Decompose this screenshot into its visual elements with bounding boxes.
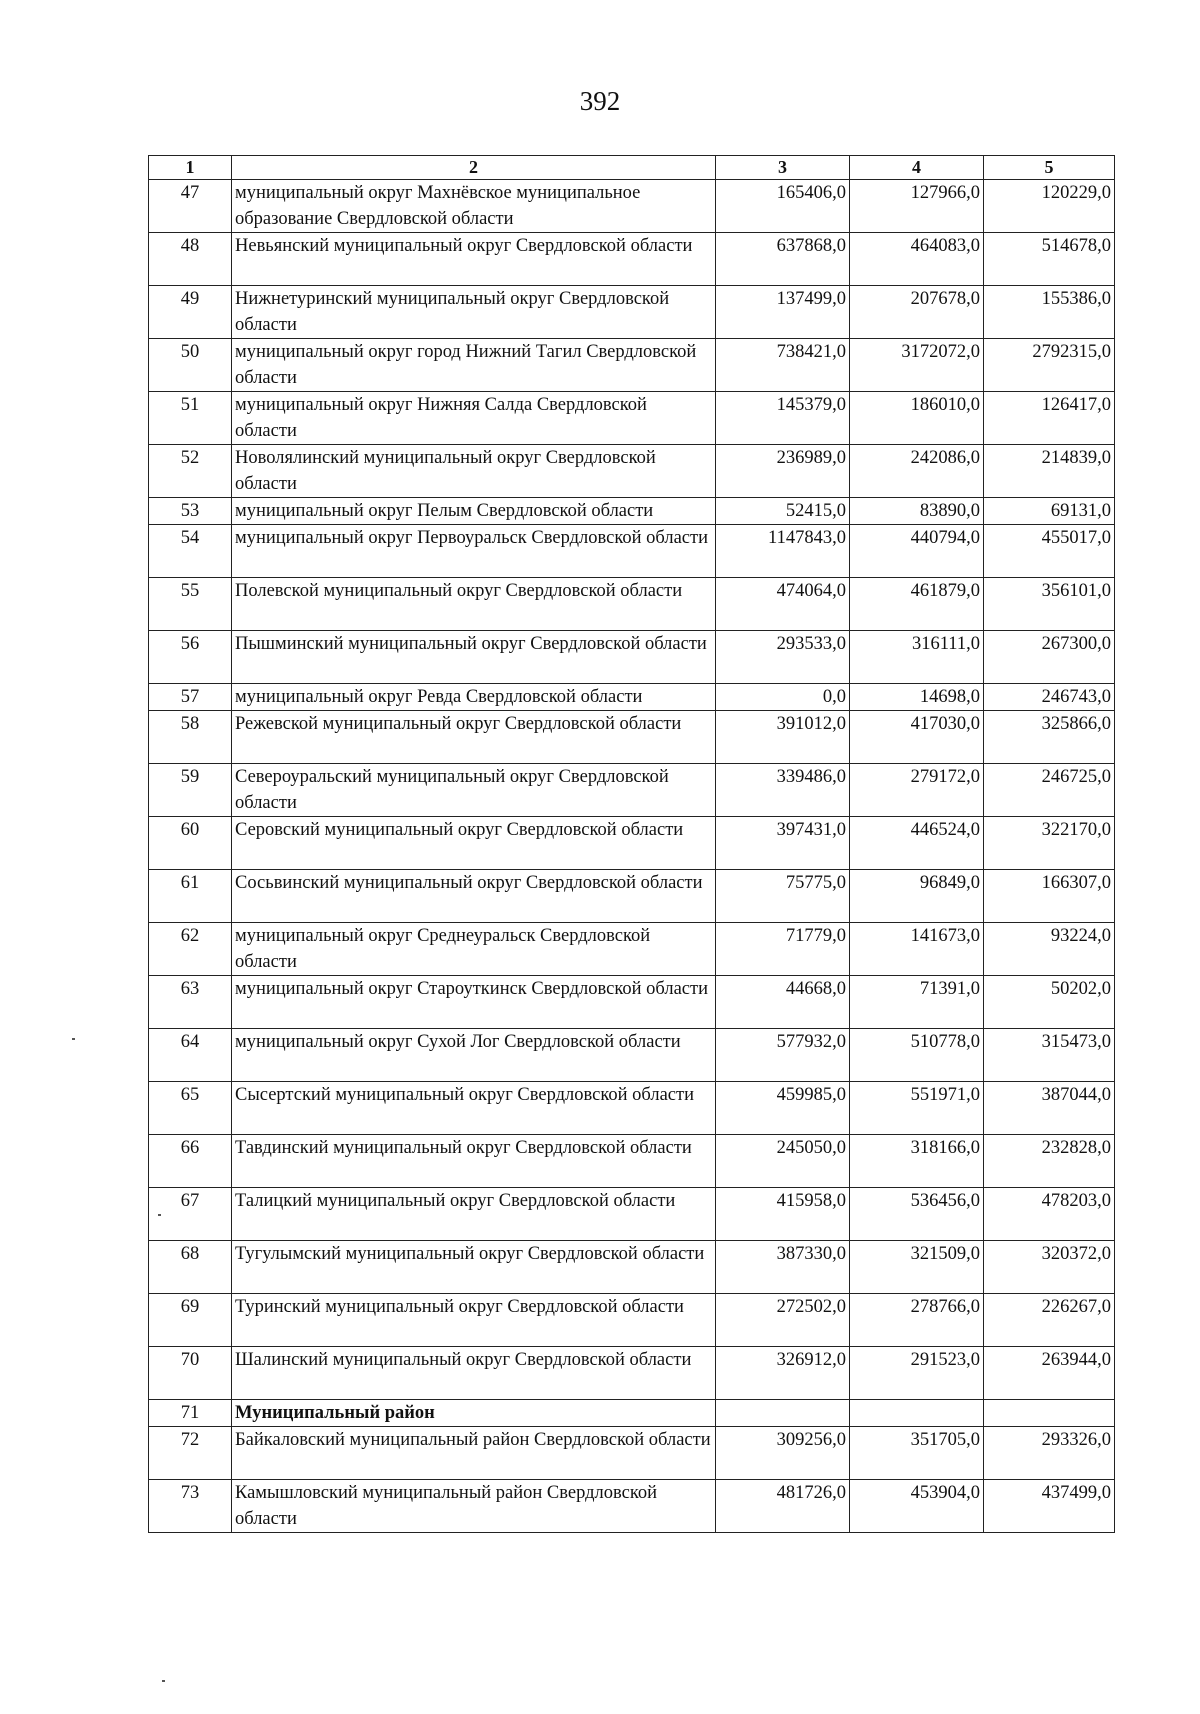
- scan-speck: [162, 1680, 165, 1682]
- row-value-col3: 738421,0: [716, 339, 850, 392]
- table-row: [149, 180, 1115, 233]
- row-name: Невьянский муниципальный округ Свердловской области: [232, 233, 716, 286]
- row-value-col5: 263944,0: [984, 1347, 1115, 1400]
- table-row: [149, 525, 1115, 578]
- row-number: 69: [149, 1294, 232, 1347]
- table-row: [149, 578, 1115, 631]
- row-value-col5: [984, 1400, 1115, 1427]
- row-value-col3: 1147843,0: [716, 525, 850, 578]
- row-value-col4: [850, 1400, 984, 1427]
- row-value-col5: 155386,0: [984, 286, 1115, 339]
- table-row: [149, 1029, 1115, 1082]
- row-value-col3: [716, 1400, 850, 1427]
- row-value-col5: 387044,0: [984, 1082, 1115, 1135]
- row-number: 57: [149, 684, 232, 711]
- row-value-col4: 278766,0: [850, 1294, 984, 1347]
- row-value-col3: 474064,0: [716, 578, 850, 631]
- table-row: [149, 1427, 1115, 1480]
- table-row: [149, 923, 1115, 976]
- row-number: 60: [149, 817, 232, 870]
- row-value-col5: 69131,0: [984, 498, 1115, 525]
- row-value-col5: 322170,0: [984, 817, 1115, 870]
- row-value-col4: 453904,0: [850, 1480, 984, 1533]
- row-value-col5: 325866,0: [984, 711, 1115, 764]
- table-row: [149, 1480, 1115, 1533]
- row-value-col3: 236989,0: [716, 445, 850, 498]
- row-value-col4: 127966,0: [850, 180, 984, 233]
- header-col-3: 3: [716, 156, 850, 180]
- table-row: [149, 817, 1115, 870]
- scan-speck: [72, 1038, 75, 1040]
- row-value-col5: 293326,0: [984, 1427, 1115, 1480]
- table-row: [149, 1294, 1115, 1347]
- row-number: 62: [149, 923, 232, 976]
- row-value-col4: 71391,0: [850, 976, 984, 1029]
- table-row: [149, 976, 1115, 1029]
- row-value-col5: 514678,0: [984, 233, 1115, 286]
- row-value-col5: 232828,0: [984, 1135, 1115, 1188]
- row-value-col3: 415958,0: [716, 1188, 850, 1241]
- row-name: Новолялинский муниципальный округ Свердловской области: [232, 445, 716, 498]
- table-header: [149, 156, 1115, 180]
- row-name: Сысертский муниципальный округ Свердловской области: [232, 1082, 716, 1135]
- table-row: [149, 684, 1115, 711]
- row-name: Байкаловский муниципальный район Свердловской области: [232, 1427, 716, 1480]
- row-value-col5: 126417,0: [984, 392, 1115, 445]
- row-value-col3: 326912,0: [716, 1347, 850, 1400]
- row-name: Серовский муниципальный округ Свердловской области: [232, 817, 716, 870]
- row-name: муниципальный округ Нижняя Салда Свердловской области: [232, 392, 716, 445]
- row-value-col4: 321509,0: [850, 1241, 984, 1294]
- row-value-col5: 50202,0: [984, 976, 1115, 1029]
- row-value-col5: 455017,0: [984, 525, 1115, 578]
- row-value-col5: 478203,0: [984, 1188, 1115, 1241]
- table-row: [149, 1188, 1115, 1241]
- table-row: [149, 286, 1115, 339]
- row-value-col5: 246743,0: [984, 684, 1115, 711]
- row-value-col3: 0,0: [716, 684, 850, 711]
- row-number: 65: [149, 1082, 232, 1135]
- row-number: 54: [149, 525, 232, 578]
- row-name: Североуральский муниципальный округ Свердловской области: [232, 764, 716, 817]
- row-value-col5: 267300,0: [984, 631, 1115, 684]
- row-number: 52: [149, 445, 232, 498]
- scan-speck: [158, 1214, 161, 1216]
- table-row: [149, 711, 1115, 764]
- row-value-col4: 440794,0: [850, 525, 984, 578]
- row-value-col4: 279172,0: [850, 764, 984, 817]
- header-col-2: 2: [232, 156, 716, 180]
- row-value-col4: 551971,0: [850, 1082, 984, 1135]
- row-value-col3: 387330,0: [716, 1241, 850, 1294]
- row-value-col5: 2792315,0: [984, 339, 1115, 392]
- row-value-col5: 120229,0: [984, 180, 1115, 233]
- row-name: Сосьвинский муниципальный округ Свердловской области: [232, 870, 716, 923]
- row-number: 63: [149, 976, 232, 1029]
- row-name: муниципальный округ Первоуральск Свердловской области: [232, 525, 716, 578]
- row-value-col3: 44668,0: [716, 976, 850, 1029]
- row-name: муниципальный округ Староуткинск Свердловской области: [232, 976, 716, 1029]
- row-value-col4: 446524,0: [850, 817, 984, 870]
- row-value-col3: 459985,0: [716, 1082, 850, 1135]
- row-name: Полевской муниципальный округ Свердловской области: [232, 578, 716, 631]
- table-row: [149, 1082, 1115, 1135]
- row-name: Режевской муниципальный округ Свердловской области: [232, 711, 716, 764]
- row-value-col3: 137499,0: [716, 286, 850, 339]
- row-value-col3: 637868,0: [716, 233, 850, 286]
- row-number: 68: [149, 1241, 232, 1294]
- row-number: 73: [149, 1480, 232, 1533]
- row-number: 50: [149, 339, 232, 392]
- row-name: Пышминский муниципальный округ Свердловской области: [232, 631, 716, 684]
- row-number: 53: [149, 498, 232, 525]
- row-value-col5: 93224,0: [984, 923, 1115, 976]
- row-value-col4: 316111,0: [850, 631, 984, 684]
- row-value-col3: 272502,0: [716, 1294, 850, 1347]
- table-row: [149, 870, 1115, 923]
- row-value-col4: 207678,0: [850, 286, 984, 339]
- row-value-col4: 242086,0: [850, 445, 984, 498]
- row-value-col3: 481726,0: [716, 1480, 850, 1533]
- row-value-col3: 309256,0: [716, 1427, 850, 1480]
- row-number: 51: [149, 392, 232, 445]
- row-value-col4: 141673,0: [850, 923, 984, 976]
- row-value-col3: 71779,0: [716, 923, 850, 976]
- row-name: муниципальный округ Махнёвское муниципальное образование Свердловской области: [232, 180, 716, 233]
- row-value-col5: 356101,0: [984, 578, 1115, 631]
- row-name: Туринский муниципальный округ Свердловской области: [232, 1294, 716, 1347]
- row-value-col5: 226267,0: [984, 1294, 1115, 1347]
- row-value-col5: 320372,0: [984, 1241, 1115, 1294]
- row-name: Камышловский муниципальный район Свердловской области: [232, 1480, 716, 1533]
- row-name: муниципальный округ Пелым Свердловской области: [232, 498, 716, 525]
- row-value-col5: 315473,0: [984, 1029, 1115, 1082]
- row-name: Муниципальный район: [232, 1400, 716, 1427]
- row-value-col5: 437499,0: [984, 1480, 1115, 1533]
- table-row: [149, 498, 1115, 525]
- row-value-col4: 14698,0: [850, 684, 984, 711]
- row-value-col3: 397431,0: [716, 817, 850, 870]
- row-value-col4: 3172072,0: [850, 339, 984, 392]
- row-value-col3: 339486,0: [716, 764, 850, 817]
- table-row: [149, 445, 1115, 498]
- row-value-col5: 246725,0: [984, 764, 1115, 817]
- row-value-col4: 461879,0: [850, 578, 984, 631]
- table-row: [149, 233, 1115, 286]
- row-value-col3: 52415,0: [716, 498, 850, 525]
- row-value-col5: 214839,0: [984, 445, 1115, 498]
- header-col-5: 5: [984, 156, 1115, 180]
- row-number: 67: [149, 1188, 232, 1241]
- row-value-col3: 75775,0: [716, 870, 850, 923]
- row-value-col4: 186010,0: [850, 392, 984, 445]
- row-number: 72: [149, 1427, 232, 1480]
- row-name: муниципальный округ Ревда Свердловской области: [232, 684, 716, 711]
- row-number: 61: [149, 870, 232, 923]
- table-row: [149, 1400, 1115, 1427]
- page-number: 392: [579, 86, 621, 116]
- row-name: Шалинский муниципальный округ Свердловской области: [232, 1347, 716, 1400]
- row-name: муниципальный округ Среднеуральск Свердловской области: [232, 923, 716, 976]
- row-value-col4: 96849,0: [850, 870, 984, 923]
- row-value-col4: 536456,0: [850, 1188, 984, 1241]
- table-row: [149, 1135, 1115, 1188]
- row-number: 55: [149, 578, 232, 631]
- row-number: 58: [149, 711, 232, 764]
- row-value-col3: 293533,0: [716, 631, 850, 684]
- row-number: 49: [149, 286, 232, 339]
- budget-table: [148, 155, 1115, 1533]
- row-value-col4: 83890,0: [850, 498, 984, 525]
- row-value-col4: 464083,0: [850, 233, 984, 286]
- row-value-col3: 165406,0: [716, 180, 850, 233]
- row-value-col3: 577932,0: [716, 1029, 850, 1082]
- table-row: [149, 764, 1115, 817]
- row-number: 56: [149, 631, 232, 684]
- row-value-col3: 391012,0: [716, 711, 850, 764]
- row-value-col4: 318166,0: [850, 1135, 984, 1188]
- row-value-col4: 510778,0: [850, 1029, 984, 1082]
- row-number: 59: [149, 764, 232, 817]
- row-name: Тавдинский муниципальный округ Свердловской области: [232, 1135, 716, 1188]
- header-col-1: 1: [149, 156, 232, 180]
- row-number: 47: [149, 180, 232, 233]
- table-body: [149, 180, 1115, 1533]
- row-value-col4: 417030,0: [850, 711, 984, 764]
- row-number: 66: [149, 1135, 232, 1188]
- row-number: 48: [149, 233, 232, 286]
- table-row: [149, 1241, 1115, 1294]
- header-col-4: 4: [850, 156, 984, 180]
- row-name: муниципальный округ Сухой Лог Свердловской области: [232, 1029, 716, 1082]
- row-value-col3: 245050,0: [716, 1135, 850, 1188]
- table-row: [149, 392, 1115, 445]
- row-value-col4: 291523,0: [850, 1347, 984, 1400]
- row-name: Талицкий муниципальный округ Свердловской области: [232, 1188, 716, 1241]
- row-name: Тугулымский муниципальный округ Свердловской области: [232, 1241, 716, 1294]
- table-row: [149, 631, 1115, 684]
- row-value-col3: 145379,0: [716, 392, 850, 445]
- row-number: 70: [149, 1347, 232, 1400]
- row-number: 71: [149, 1400, 232, 1427]
- row-name: Нижнетуринский муниципальный округ Свердловской области: [232, 286, 716, 339]
- row-name: муниципальный округ город Нижний Тагил Свердловской области: [232, 339, 716, 392]
- table-row: [149, 1347, 1115, 1400]
- table-row: [149, 339, 1115, 392]
- row-value-col5: 166307,0: [984, 870, 1115, 923]
- row-number: 64: [149, 1029, 232, 1082]
- row-value-col4: 351705,0: [850, 1427, 984, 1480]
